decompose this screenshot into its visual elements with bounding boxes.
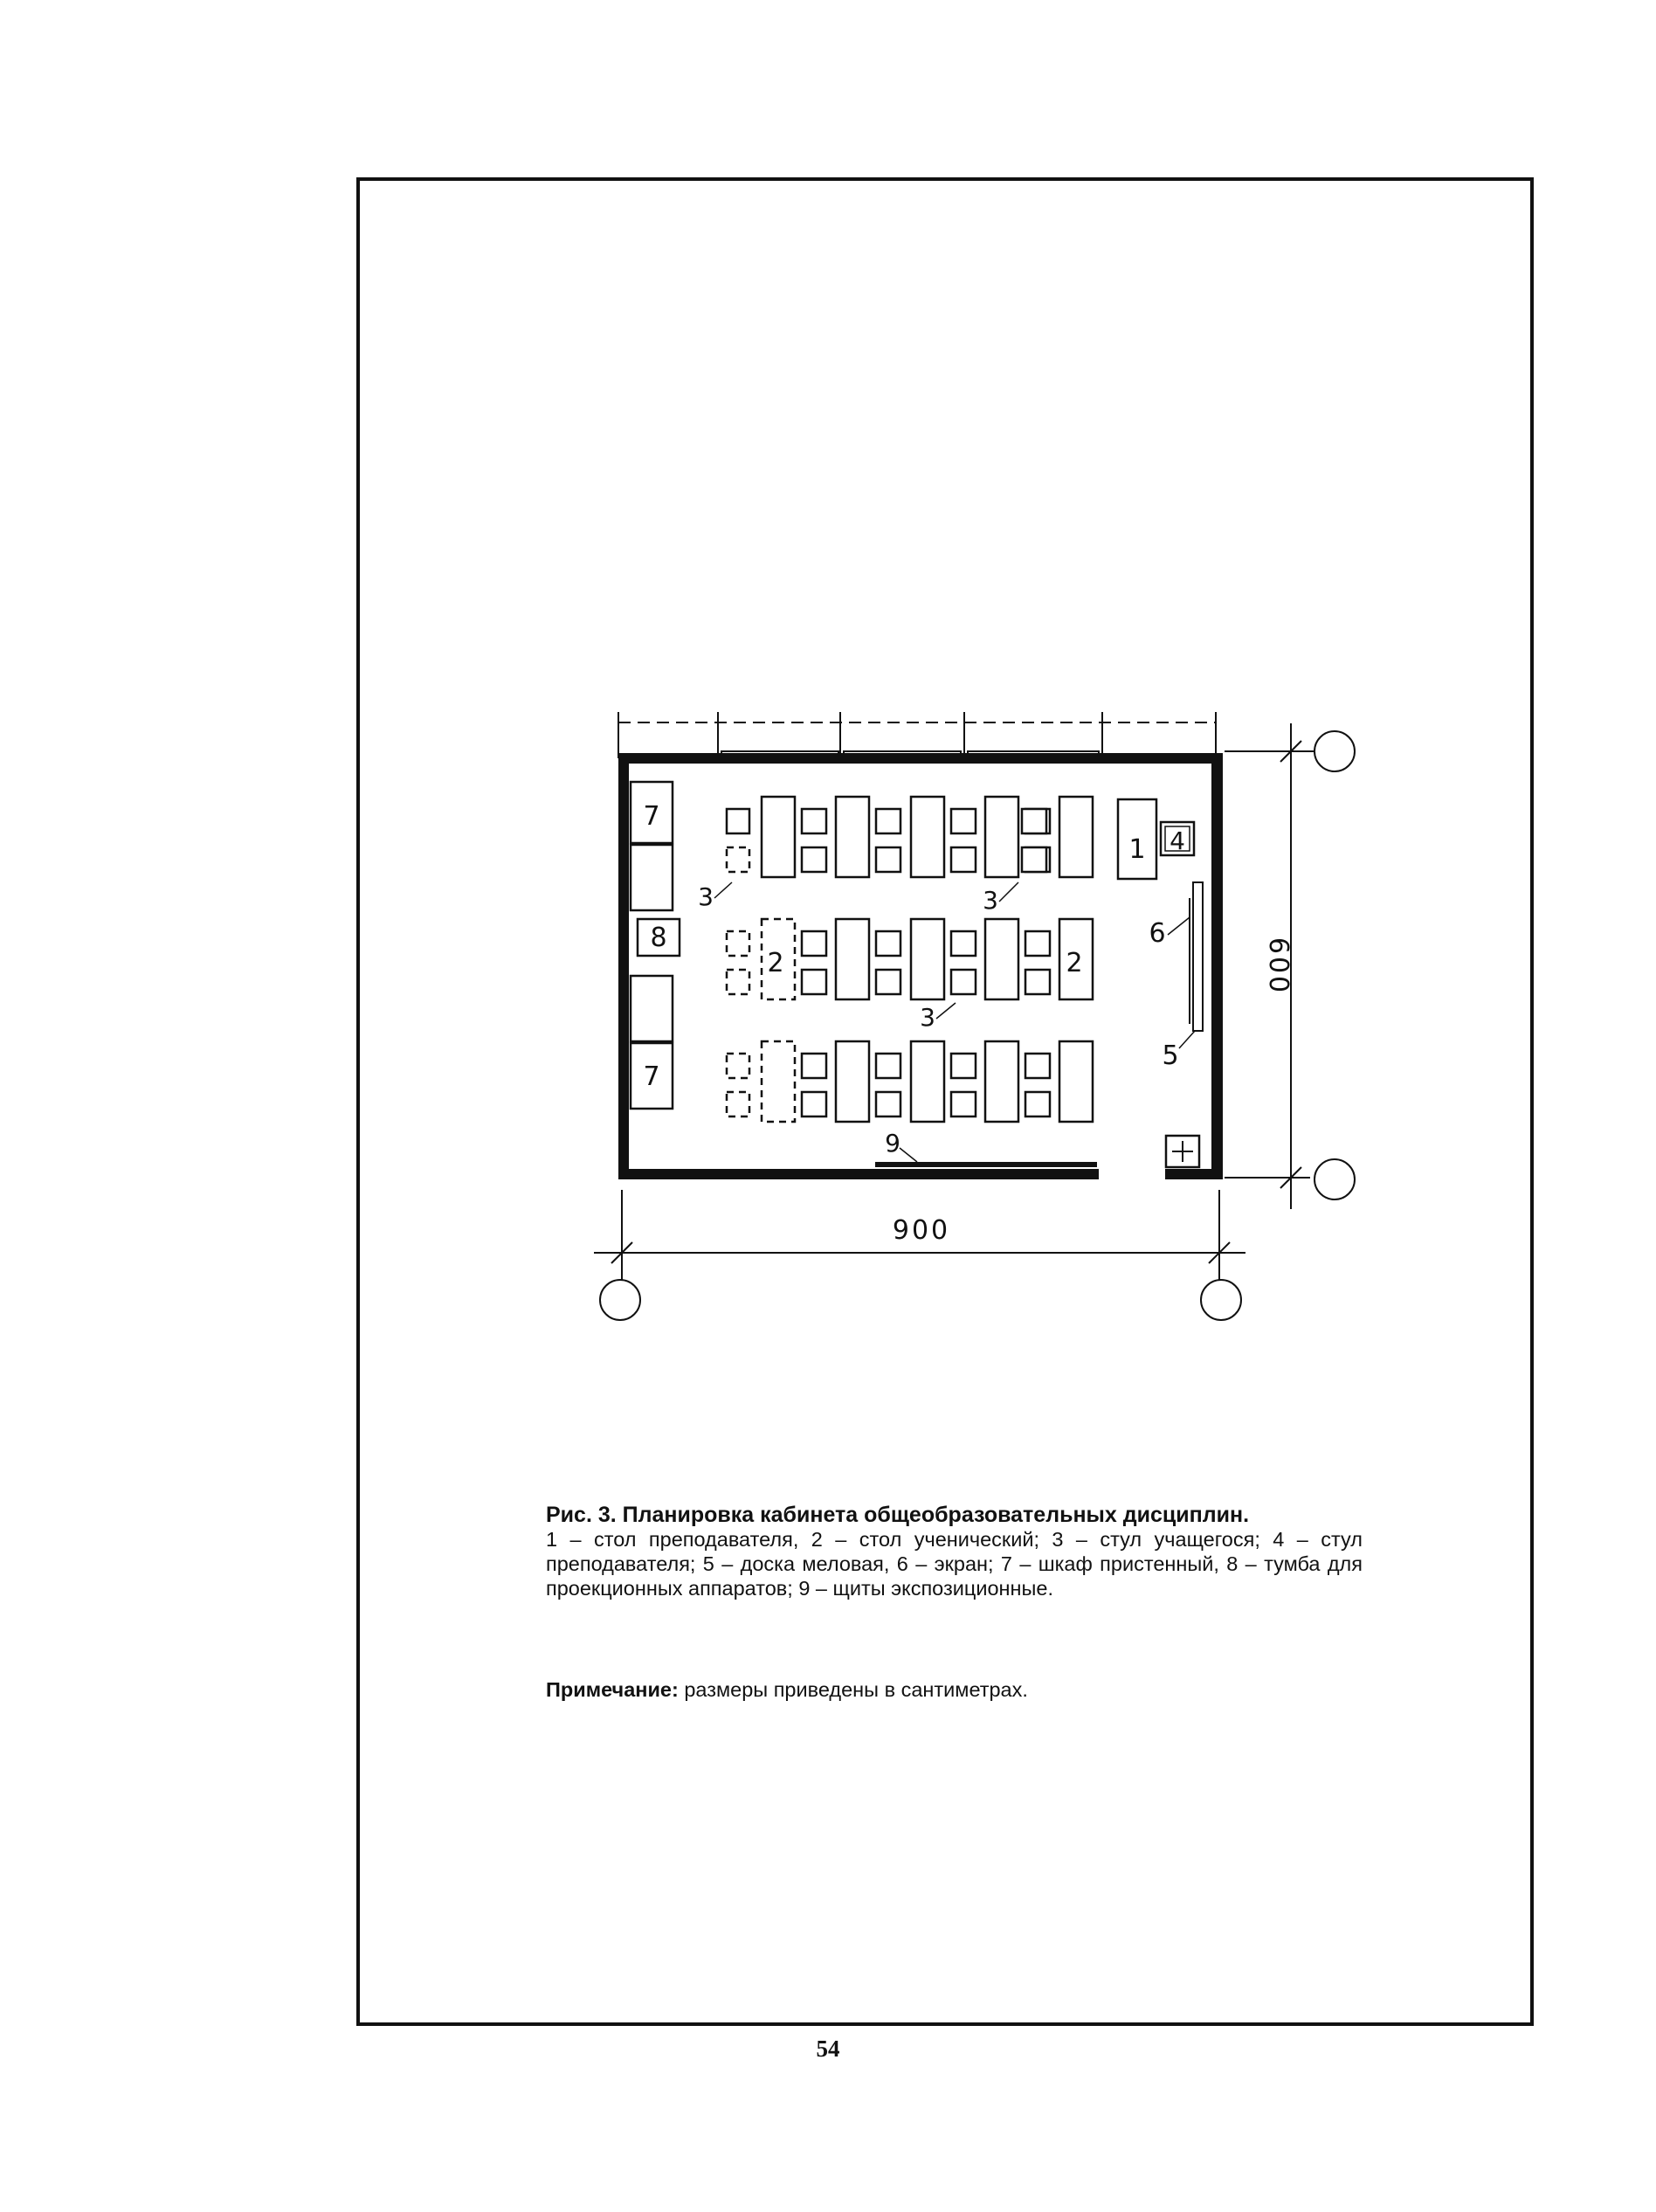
student-chair	[876, 1054, 900, 1078]
student-desk	[985, 797, 1018, 877]
student-chair	[1022, 847, 1046, 872]
student-chair	[951, 931, 976, 956]
student-chair	[802, 931, 826, 956]
student-chair	[876, 1092, 900, 1116]
student-chair	[951, 847, 976, 872]
caption-body: 1 – стол преподавателя, 2 – стол ученический; 3 – стул учащегося; 4 – стул преподавателя; 5 – доска меловая, 6 – экран; 7 – шкаф пристенный, 8 – тумба для проекционных аппаратов; 9 – щиты экспозиционные.	[546, 1528, 1363, 1600]
axis-marker-left	[600, 1280, 640, 1320]
axis-marker-bottom	[1314, 1159, 1355, 1199]
label-width: 900	[892, 1215, 951, 1246]
student-chair	[727, 809, 749, 833]
axis-marker-right	[1201, 1280, 1241, 1320]
note	[546, 1677, 1363, 1702]
label-chair-left: 3	[698, 882, 714, 911]
student-chair	[951, 1054, 976, 1078]
student-chair	[951, 809, 976, 833]
student-chair	[802, 809, 826, 833]
student-chair	[802, 970, 826, 994]
student-desk	[911, 797, 944, 877]
student-desk	[836, 797, 869, 877]
axis-marker-top	[1314, 731, 1355, 771]
student-desk	[985, 919, 1018, 999]
student-chair	[1025, 970, 1050, 994]
student-chair	[876, 970, 900, 994]
student-desk	[762, 797, 795, 877]
student-chair	[1025, 1092, 1050, 1116]
student-desk	[836, 1041, 869, 1122]
label-chair-top-right: 3	[983, 886, 998, 915]
chalk-board	[1193, 882, 1203, 1031]
student-chair	[1022, 809, 1046, 833]
student-chair	[802, 1054, 826, 1078]
student-chair	[1025, 931, 1050, 956]
student-chair	[876, 931, 900, 956]
label-board: 5	[1162, 1040, 1179, 1071]
figure-caption	[546, 1503, 1363, 1600]
student-desk	[911, 919, 944, 999]
exhibition-boards	[875, 1162, 1097, 1167]
label-depth: 600	[1263, 937, 1294, 996]
label-teacher-chair: 4	[1170, 826, 1185, 855]
label-boards: 9	[885, 1129, 900, 1158]
wall-cabinet-bottom-upper	[631, 976, 673, 1041]
label-screen: 6	[1149, 918, 1166, 949]
caption-title: Рис. 3. Планировка кабинета общеобразовательных дисциплин.	[546, 1503, 1250, 1527]
student-chair	[727, 1092, 749, 1116]
note-text: размеры приведены в сантиметрах.	[678, 1678, 1028, 1701]
student-chair	[951, 970, 976, 994]
student-desk	[1059, 797, 1093, 877]
label-cabinet-bottom: 7	[643, 1061, 660, 1092]
student-chair	[727, 847, 749, 872]
student-desk	[1059, 1041, 1093, 1122]
width-dimension	[594, 1190, 1245, 1320]
student-chair	[727, 1054, 749, 1078]
student-desk	[911, 1041, 944, 1122]
student-chair	[1025, 1054, 1050, 1078]
label-student-desk-right: 2	[1066, 948, 1083, 978]
page-number: 54	[816, 2036, 840, 2062]
note-label: Примечание:	[546, 1678, 679, 1701]
label-stand: 8	[650, 923, 667, 953]
label-chair-middle: 3	[920, 1003, 935, 1032]
student-chair	[727, 970, 749, 994]
student-desk	[762, 1041, 795, 1122]
student-chair	[876, 847, 900, 872]
label-cabinet-top: 7	[643, 801, 660, 832]
label-teacher-desk: 1	[1128, 834, 1146, 865]
student-desk	[985, 1041, 1018, 1122]
student-chair	[802, 847, 826, 872]
wall-cabinet-top-lower	[631, 845, 673, 910]
student-desk	[836, 919, 869, 999]
student-chair	[727, 931, 749, 956]
label-student-desk-left: 2	[767, 948, 784, 978]
student-chair	[951, 1092, 976, 1116]
student-chair	[876, 809, 900, 833]
student-chair	[802, 1092, 826, 1116]
